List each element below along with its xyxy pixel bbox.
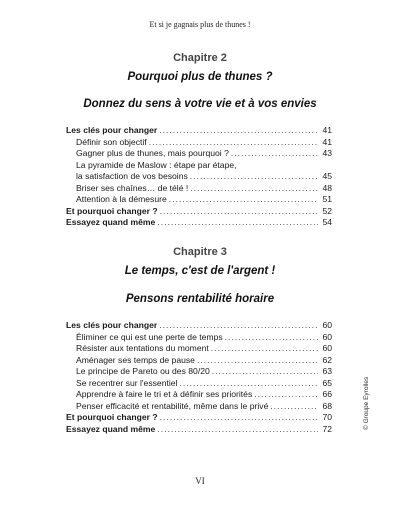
toc-entry-text: la satisfaction de vos besoins bbox=[76, 171, 188, 181]
toc-entry-text: Penser efficacité et rentabilité, même dans le privé bbox=[76, 400, 269, 411]
toc-page-number: 48 bbox=[322, 182, 332, 193]
toc-entry-text: Résister aux tentations du moment bbox=[76, 343, 209, 353]
chapter-3-section-title: Pensons rentabilité horaire bbox=[125, 293, 275, 305]
toc-page-number: 41 bbox=[322, 136, 332, 147]
toc-subsection-entry bbox=[66, 148, 332, 160]
copyright-credit: © Groupe Eyrolles bbox=[363, 376, 370, 430]
chapter-3-title: Le temps, c'est de l'argent ! bbox=[124, 265, 276, 277]
toc-section-entry bbox=[66, 424, 332, 436]
toc-page-number: 41 bbox=[322, 125, 332, 135]
toc-subsection-entry bbox=[66, 183, 332, 195]
toc-dot-leader bbox=[197, 355, 318, 367]
toc-page-number: 43 bbox=[322, 148, 332, 158]
toc-dot-leader bbox=[211, 343, 318, 355]
toc-section-entry bbox=[66, 320, 332, 332]
toc-dot-leader bbox=[225, 332, 318, 344]
toc-dot-leader bbox=[157, 217, 318, 229]
toc-dot-leader bbox=[270, 401, 318, 413]
toc-page-number: 62 bbox=[322, 354, 332, 365]
toc-dot-leader bbox=[190, 171, 318, 183]
toc-entry-text: Aménager ses temps de pause bbox=[76, 354, 195, 365]
toc-section-entry bbox=[66, 217, 332, 229]
toc-entry-text: Éliminer ce qui est une perte de temps bbox=[76, 331, 223, 342]
toc-subsection-entry bbox=[66, 355, 332, 367]
toc-entry-text: Essayez quand même bbox=[66, 217, 156, 227]
toc-entry-text: Et pourquoi changer ? bbox=[66, 205, 158, 216]
toc-page-number: 45 bbox=[322, 171, 332, 181]
toc-page-number: 54 bbox=[322, 217, 332, 227]
toc-page-number: 66 bbox=[322, 389, 332, 399]
toc-page-number: 51 bbox=[322, 194, 332, 204]
toc-page-number: 63 bbox=[322, 366, 332, 376]
toc-page-number: 65 bbox=[322, 377, 332, 388]
toc-entry-text: La pyramide de Maslow : étape par étape, bbox=[76, 159, 237, 170]
toc-dot-leader bbox=[159, 320, 318, 332]
toc-dot-leader bbox=[160, 412, 318, 424]
toc-dot-leader bbox=[149, 137, 318, 149]
toc-page-number: 60 bbox=[322, 343, 332, 353]
toc-dot-leader bbox=[179, 378, 318, 390]
toc-entry-text: Apprendre à faire le tri et à définir ses priorités bbox=[76, 389, 253, 399]
running-head: Et si je gagnais plus de thunes ! bbox=[149, 20, 251, 29]
toc-entry-text: Et pourquoi changer ? bbox=[66, 412, 158, 422]
toc-entry-text: Les clés pour changer bbox=[66, 125, 158, 135]
chapter-3-label: Chapitre 3 bbox=[173, 246, 227, 258]
toc-subsection-entry bbox=[66, 137, 332, 149]
toc-entry-text: Gagner plus de thunes, mais pourquoi ? bbox=[76, 148, 229, 158]
chapter-2-label: Chapitre 2 bbox=[173, 52, 227, 64]
chapter-2-section-title: Donnez du sens à votre vie et à vos envies bbox=[83, 98, 317, 110]
toc-entry-text: Le principe de Pareto ou des 80/20 bbox=[76, 366, 210, 376]
toc-entry-text: Briser ses chaînes… de télé ! bbox=[76, 182, 189, 193]
toc-subsection-entry bbox=[66, 332, 332, 344]
toc-subsection-entry bbox=[66, 366, 332, 378]
toc-section-entry bbox=[66, 206, 332, 218]
toc-subsection-entry bbox=[66, 378, 332, 390]
toc-dot-leader bbox=[231, 148, 318, 160]
toc-entry-text: Définir son objectif bbox=[76, 136, 147, 147]
chapter-2-toc bbox=[66, 125, 332, 229]
toc-entry-text: Attention à la démesure bbox=[76, 194, 167, 204]
toc-subsection-entry bbox=[66, 389, 332, 401]
chapter-2-title: Pourquoi plus de thunes ? bbox=[127, 71, 273, 83]
page-number: VI bbox=[195, 476, 205, 486]
toc-subsection-entry bbox=[66, 160, 332, 172]
toc-dot-leader bbox=[159, 125, 318, 137]
toc-subsection-entry bbox=[66, 194, 332, 206]
chapter-3-toc bbox=[66, 320, 332, 435]
toc-dot-leader bbox=[212, 366, 318, 378]
toc-subsection-entry bbox=[66, 401, 332, 413]
toc-entry-text: Essayez quand même bbox=[66, 423, 156, 434]
toc-subsection-entry bbox=[66, 343, 332, 355]
toc-page-number: 72 bbox=[322, 423, 332, 434]
toc-page-number: 60 bbox=[322, 320, 332, 330]
toc-entry-text: Se recentrer sur l'essentiel bbox=[76, 377, 178, 388]
toc-page-number: 70 bbox=[322, 412, 332, 422]
toc-section-entry bbox=[66, 412, 332, 424]
toc-subsection-entry bbox=[66, 171, 332, 183]
toc-page-number: 52 bbox=[322, 205, 332, 216]
toc-dot-leader bbox=[160, 206, 318, 218]
toc-dot-leader bbox=[157, 424, 318, 436]
toc-dot-leader bbox=[169, 194, 318, 206]
toc-entry-text: Les clés pour changer bbox=[66, 320, 158, 330]
toc-dot-leader bbox=[254, 389, 318, 401]
toc-page-number: 68 bbox=[322, 400, 332, 411]
toc-section-entry bbox=[66, 125, 332, 137]
toc-page-number: 60 bbox=[322, 331, 332, 342]
toc-dot-leader bbox=[190, 183, 318, 195]
